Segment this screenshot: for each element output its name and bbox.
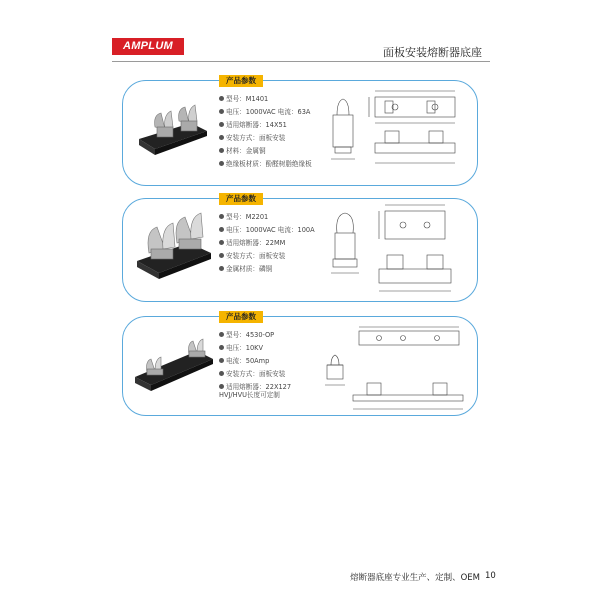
spec-item: 材料：金属铜 [219, 147, 312, 160]
spec-item: 安装方式：面板安装 [219, 134, 312, 147]
fuse-holder-photo [135, 333, 213, 403]
bullet-icon [219, 332, 224, 337]
spec-item: 适用熔断器：22X127 HVJ/HVU长度可定制 [219, 383, 292, 399]
spec-item: 电流：50Amp [219, 357, 329, 370]
spec-list [219, 331, 329, 405]
bullet-icon [219, 345, 224, 350]
bullet-icon [219, 214, 224, 219]
bullet-icon [219, 227, 224, 232]
technical-drawing [323, 325, 471, 413]
page-number: 10 [485, 571, 496, 581]
bullet-icon [219, 384, 224, 389]
spec-item: 型号：4530-OP [219, 331, 329, 344]
page-title: 面板安装熔断器底座 [383, 46, 482, 59]
spec-item: 型号：M2201 [219, 213, 315, 226]
bullet-icon [219, 109, 224, 114]
spec-item: 电压：1000VAC 电流：63A [219, 108, 312, 121]
technical-drawing [329, 203, 469, 297]
bullet-icon [219, 96, 224, 101]
product-card-4530-op [122, 312, 478, 416]
spec-item: 适用熔断器：22MM [219, 239, 315, 252]
fuse-holder-photo [135, 93, 211, 163]
card-tag: 产品参数 [219, 75, 263, 87]
product-card-m2201 [122, 194, 478, 302]
bullet-icon [219, 135, 224, 140]
spec-item: 适用熔断器：14X51 [219, 121, 312, 134]
spec-item: 电压：10KV [219, 344, 329, 357]
card-tag: 产品参数 [219, 311, 263, 323]
product-card-m1401 [122, 76, 478, 186]
spec-list [219, 95, 312, 173]
spec-item: 绝缘板材质：酚醛树脂绝缘板 [219, 160, 312, 173]
spec-item: 金属材质：磷铜 [219, 265, 315, 278]
spec-item: 电压：1000VAC 电流：100A [219, 226, 315, 239]
spec-item: 安装方式：面板安装 [219, 252, 315, 265]
fuse-holder-photo [135, 209, 213, 283]
footer-text: 熔断器底座专业生产、定制、OEM [350, 573, 480, 583]
spec-item: 型号：M1401 [219, 95, 312, 108]
bullet-icon [219, 122, 224, 127]
bullet-icon [219, 266, 224, 271]
bullet-icon [219, 358, 224, 363]
bullet-icon [219, 253, 224, 258]
spec-item: 安装方式：面板安装 [219, 370, 329, 383]
bullet-icon [219, 161, 224, 166]
technical-drawing [329, 87, 469, 179]
amplum-logo: AMPLUM [112, 38, 184, 55]
card-tag: 产品参数 [219, 193, 263, 205]
bullet-icon [219, 240, 224, 245]
spec-list [219, 213, 315, 278]
header-divider [112, 61, 490, 62]
bullet-icon [219, 371, 224, 376]
bullet-icon [219, 148, 224, 153]
